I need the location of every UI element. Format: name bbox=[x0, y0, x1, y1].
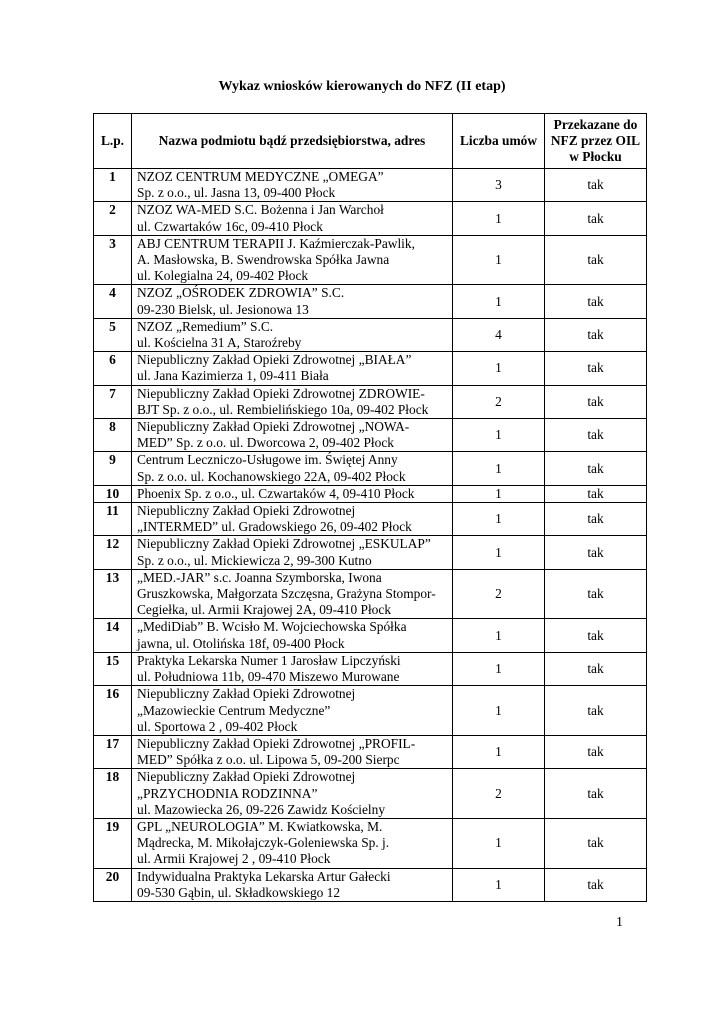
applications-table bbox=[93, 113, 647, 902]
row-number: 7 bbox=[94, 385, 132, 418]
entity-line: ul. Sportowa 2 , 09-402 Płock bbox=[137, 718, 298, 734]
table-row bbox=[94, 652, 647, 685]
contract-count: 1 bbox=[453, 485, 545, 502]
entity-line: Niepubliczny Zakład Opieki Zdrowotnej ZDROWIE- bbox=[137, 385, 425, 401]
entity-line: „Mazowieckie Centrum Medyczne” bbox=[137, 702, 331, 718]
table-row bbox=[94, 202, 647, 235]
contract-count: 1 bbox=[453, 536, 545, 569]
entity-name-address bbox=[132, 536, 453, 569]
entity-name-address bbox=[132, 735, 453, 768]
contract-count: 1 bbox=[453, 619, 545, 652]
contract-count: 1 bbox=[453, 285, 545, 318]
entity-line: NZOZ „Remedium” S.C. bbox=[137, 318, 274, 334]
entity-line: MED” Sp. z o.o. ul. Dworcowa 2, 09-402 Płock bbox=[137, 435, 394, 451]
entity-line: NZOZ CENTRUM MEDYCZNE „OMEGA” bbox=[137, 169, 384, 184]
forwarded-status: tak bbox=[545, 868, 647, 901]
entity-line: „MED.-JAR” s.c. Joanna Szymborska, Iwona bbox=[137, 569, 382, 585]
entity-line: ul. Mazowiecka 26, 09-226 Zawidz Kościelny bbox=[137, 801, 386, 817]
entity-line: MED” Spółka z o.o. ul. Lipowa 5, 09-200 Sierpc bbox=[137, 752, 400, 768]
contract-count: 1 bbox=[453, 868, 545, 901]
entity-name-address bbox=[132, 619, 453, 652]
forwarded-status: tak bbox=[545, 169, 647, 202]
entity-line: Niepubliczny Zakład Opieki Zdrowotnej bbox=[137, 769, 356, 785]
contract-count: 1 bbox=[453, 419, 545, 452]
contract-count: 1 bbox=[453, 652, 545, 685]
entity-line: Niepubliczny Zakład Opieki Zdrowotnej „PROFIL- bbox=[137, 735, 416, 751]
entity-line: Praktyka Lekarska Numer 1 Jarosław Lipczyński bbox=[137, 652, 401, 668]
row-number: 16 bbox=[94, 686, 132, 736]
entity-name-address bbox=[132, 503, 453, 536]
forwarded-status: tak bbox=[545, 419, 647, 452]
entity-line: ul. Kolegialna 24, 09-402 Płock bbox=[137, 268, 309, 284]
forwarded-status: tak bbox=[545, 652, 647, 685]
header-lp: L.p. bbox=[94, 114, 132, 169]
entity-name-address bbox=[132, 868, 453, 901]
table-row bbox=[94, 485, 647, 502]
table-row bbox=[94, 536, 647, 569]
contract-count: 1 bbox=[453, 735, 545, 768]
entity-name-address bbox=[132, 686, 453, 736]
forwarded-status: tak bbox=[545, 686, 647, 736]
entity-line: ul. Armii Krajowej 2 , 09-410 Płock bbox=[137, 851, 331, 867]
entity-line: Niepubliczny Zakład Opieki Zdrowotnej „BIAŁA” bbox=[137, 352, 412, 368]
entity-name-address bbox=[132, 485, 453, 502]
row-number: 2 bbox=[94, 202, 132, 235]
contract-count: 1 bbox=[453, 352, 545, 385]
entity-line: „PRZYCHODNIA RODZINNA” bbox=[137, 785, 318, 801]
entity-line: Mądrecka, M. Mikołajczyk-Goleniewska Sp. j. bbox=[137, 835, 390, 851]
table-row bbox=[94, 686, 647, 736]
contract-count: 2 bbox=[453, 569, 545, 619]
table-row bbox=[94, 769, 647, 819]
table-row bbox=[94, 318, 647, 351]
entity-line: Gruszkowska, Małgorzata Szczęsna, Grażyna Stompor- bbox=[137, 586, 436, 602]
contract-count: 2 bbox=[453, 385, 545, 418]
table-row bbox=[94, 385, 647, 418]
entity-name-address bbox=[132, 352, 453, 385]
table-row bbox=[94, 503, 647, 536]
table-row bbox=[94, 818, 647, 868]
contract-count: 1 bbox=[453, 686, 545, 736]
entity-line: GPL „NEUROLOGIA” M. Kwiatkowska, M. bbox=[137, 818, 383, 834]
entity-line: „MediDiab” B. Wcisło M. Wojciechowska Spółka bbox=[137, 619, 407, 635]
entity-line: Niepubliczny Zakład Opieki Zdrowotnej bbox=[137, 503, 356, 519]
entity-name-address bbox=[132, 419, 453, 452]
entity-name-address bbox=[132, 235, 453, 285]
entity-line: ul. Czwartaków 16c, 09-410 Płock bbox=[137, 218, 323, 234]
forwarded-status: tak bbox=[545, 385, 647, 418]
contract-count: 3 bbox=[453, 169, 545, 202]
row-number: 11 bbox=[94, 503, 132, 536]
forwarded-status: tak bbox=[545, 202, 647, 235]
entity-line: Indywidualna Praktyka Lekarska Artur Gałecki bbox=[137, 868, 391, 884]
entity-line: 09-230 Bielsk, ul. Jesionowa 13 bbox=[137, 301, 309, 317]
row-number: 18 bbox=[94, 769, 132, 819]
contract-count: 1 bbox=[453, 503, 545, 536]
entity-line: NZOZ WA-MED S.C. Bożenna i Jan Warchoł bbox=[137, 202, 384, 218]
entity-name-address bbox=[132, 652, 453, 685]
header-contract-count: Liczba umów bbox=[453, 114, 545, 169]
forwarded-status: tak bbox=[545, 503, 647, 536]
forwarded-status: tak bbox=[545, 536, 647, 569]
forwarded-status: tak bbox=[545, 735, 647, 768]
entity-line: Phoenix Sp. z o.o., ul. Czwartaków 4, 09-410 Płock bbox=[137, 485, 415, 501]
table-row bbox=[94, 285, 647, 318]
contract-count: 1 bbox=[453, 452, 545, 485]
entity-name-address bbox=[132, 385, 453, 418]
entity-name-address bbox=[132, 769, 453, 819]
entity-line: Sp. z o.o., ul. Mickiewicza 2, 99-300 Kutno bbox=[137, 552, 372, 568]
row-number: 6 bbox=[94, 352, 132, 385]
row-number: 4 bbox=[94, 285, 132, 318]
contract-count: 1 bbox=[453, 818, 545, 868]
entity-line: Centrum Leczniczo-Usługowe im. Świętej Anny bbox=[137, 452, 398, 468]
forwarded-status: tak bbox=[545, 452, 647, 485]
entity-line: Sp. z o.o., ul. Jasna 13, 09-400 Płock bbox=[137, 185, 336, 201]
row-number: 3 bbox=[94, 235, 132, 285]
row-number: 15 bbox=[94, 652, 132, 685]
entity-name-address bbox=[132, 569, 453, 619]
forwarded-status: tak bbox=[545, 818, 647, 868]
row-number: 8 bbox=[94, 419, 132, 452]
entity-line: ul. Kościelna 31 A, Staroźreby bbox=[137, 335, 302, 351]
table-row bbox=[94, 235, 647, 285]
table-row bbox=[94, 169, 647, 202]
entity-name-address bbox=[132, 452, 453, 485]
header-forwarded-to-nfz: Przekazane do NFZ przez OIL w Płocku bbox=[545, 114, 647, 169]
row-number: 14 bbox=[94, 619, 132, 652]
document-title: Wykaz wniosków kierowanych do NFZ (II etap) bbox=[218, 79, 506, 94]
contract-count: 4 bbox=[453, 318, 545, 351]
table-row bbox=[94, 619, 647, 652]
forwarded-status: tak bbox=[545, 485, 647, 502]
header-entity-name: Nazwa podmiotu bądź przedsiębiorstwa, adres bbox=[132, 114, 453, 169]
forwarded-status: tak bbox=[545, 619, 647, 652]
table-row bbox=[94, 352, 647, 385]
forwarded-status: tak bbox=[545, 352, 647, 385]
contract-count: 2 bbox=[453, 769, 545, 819]
table-row bbox=[94, 735, 647, 768]
row-number: 20 bbox=[94, 868, 132, 901]
table-row bbox=[94, 452, 647, 485]
entity-line: Niepubliczny Zakład Opieki Zdrowotnej „ESKULAP” bbox=[137, 536, 431, 552]
forwarded-status: tak bbox=[545, 235, 647, 285]
entity-line: ul. Południowa 11b, 09-470 Miszewo Murowane bbox=[137, 669, 400, 685]
row-number: 9 bbox=[94, 452, 132, 485]
entity-line: Sp. z o.o. ul. Kochanowskiego 22A, 09-402 Płock bbox=[137, 468, 406, 484]
row-number: 10 bbox=[94, 485, 132, 502]
row-number: 19 bbox=[94, 818, 132, 868]
row-number: 1 bbox=[94, 169, 132, 202]
entity-name-address bbox=[132, 818, 453, 868]
entity-line: ABJ CENTRUM TERAPII J. Kaźmierczak-Pawlik, bbox=[137, 235, 415, 251]
forwarded-status: tak bbox=[545, 769, 647, 819]
row-number: 5 bbox=[94, 318, 132, 351]
page-number: 1 bbox=[616, 915, 623, 930]
forwarded-status: tak bbox=[545, 569, 647, 619]
row-number: 13 bbox=[94, 569, 132, 619]
contract-count: 1 bbox=[453, 202, 545, 235]
row-number: 17 bbox=[94, 735, 132, 768]
entity-line: NZOZ „OŚRODEK ZDROWIA” S.C. bbox=[137, 285, 345, 301]
forwarded-status: tak bbox=[545, 318, 647, 351]
entity-line: A. Masłowska, B. Swendrowska Spółka Jawna bbox=[137, 252, 390, 268]
table-row bbox=[94, 419, 647, 452]
contract-count: 1 bbox=[453, 235, 545, 285]
entity-line: jawna, ul. Otolińska 18f, 09-400 Płock bbox=[137, 635, 345, 651]
row-number: 12 bbox=[94, 536, 132, 569]
table-row bbox=[94, 569, 647, 619]
entity-line: 09-530 Gąbin, ul. Składkowskiego 12 bbox=[137, 884, 341, 900]
table-body bbox=[94, 169, 647, 902]
entity-name-address bbox=[132, 285, 453, 318]
entity-line: ul. Jana Kazimierza 1, 09-411 Biała bbox=[137, 368, 329, 384]
entity-line: Niepubliczny Zakład Opieki Zdrowotnej bbox=[137, 686, 356, 702]
forwarded-status: tak bbox=[545, 285, 647, 318]
entity-name-address bbox=[132, 202, 453, 235]
entity-name-address bbox=[132, 318, 453, 351]
entity-line: Niepubliczny Zakład Opieki Zdrowotnej „NOWA- bbox=[137, 419, 410, 435]
entity-line: Cegiełka, ul. Armii Krajowej 2A, 09-410 Płock bbox=[137, 602, 392, 618]
table-header-row bbox=[94, 114, 647, 169]
entity-line: BJT Sp. z o.o., ul. Rembielińskiego 10a, 09-402 Płock bbox=[137, 401, 429, 417]
table-row bbox=[94, 868, 647, 901]
entity-line: „INTERMED” ul. Gradowskiego 26, 09-402 Płock bbox=[137, 519, 412, 535]
entity-name-address bbox=[132, 169, 453, 202]
